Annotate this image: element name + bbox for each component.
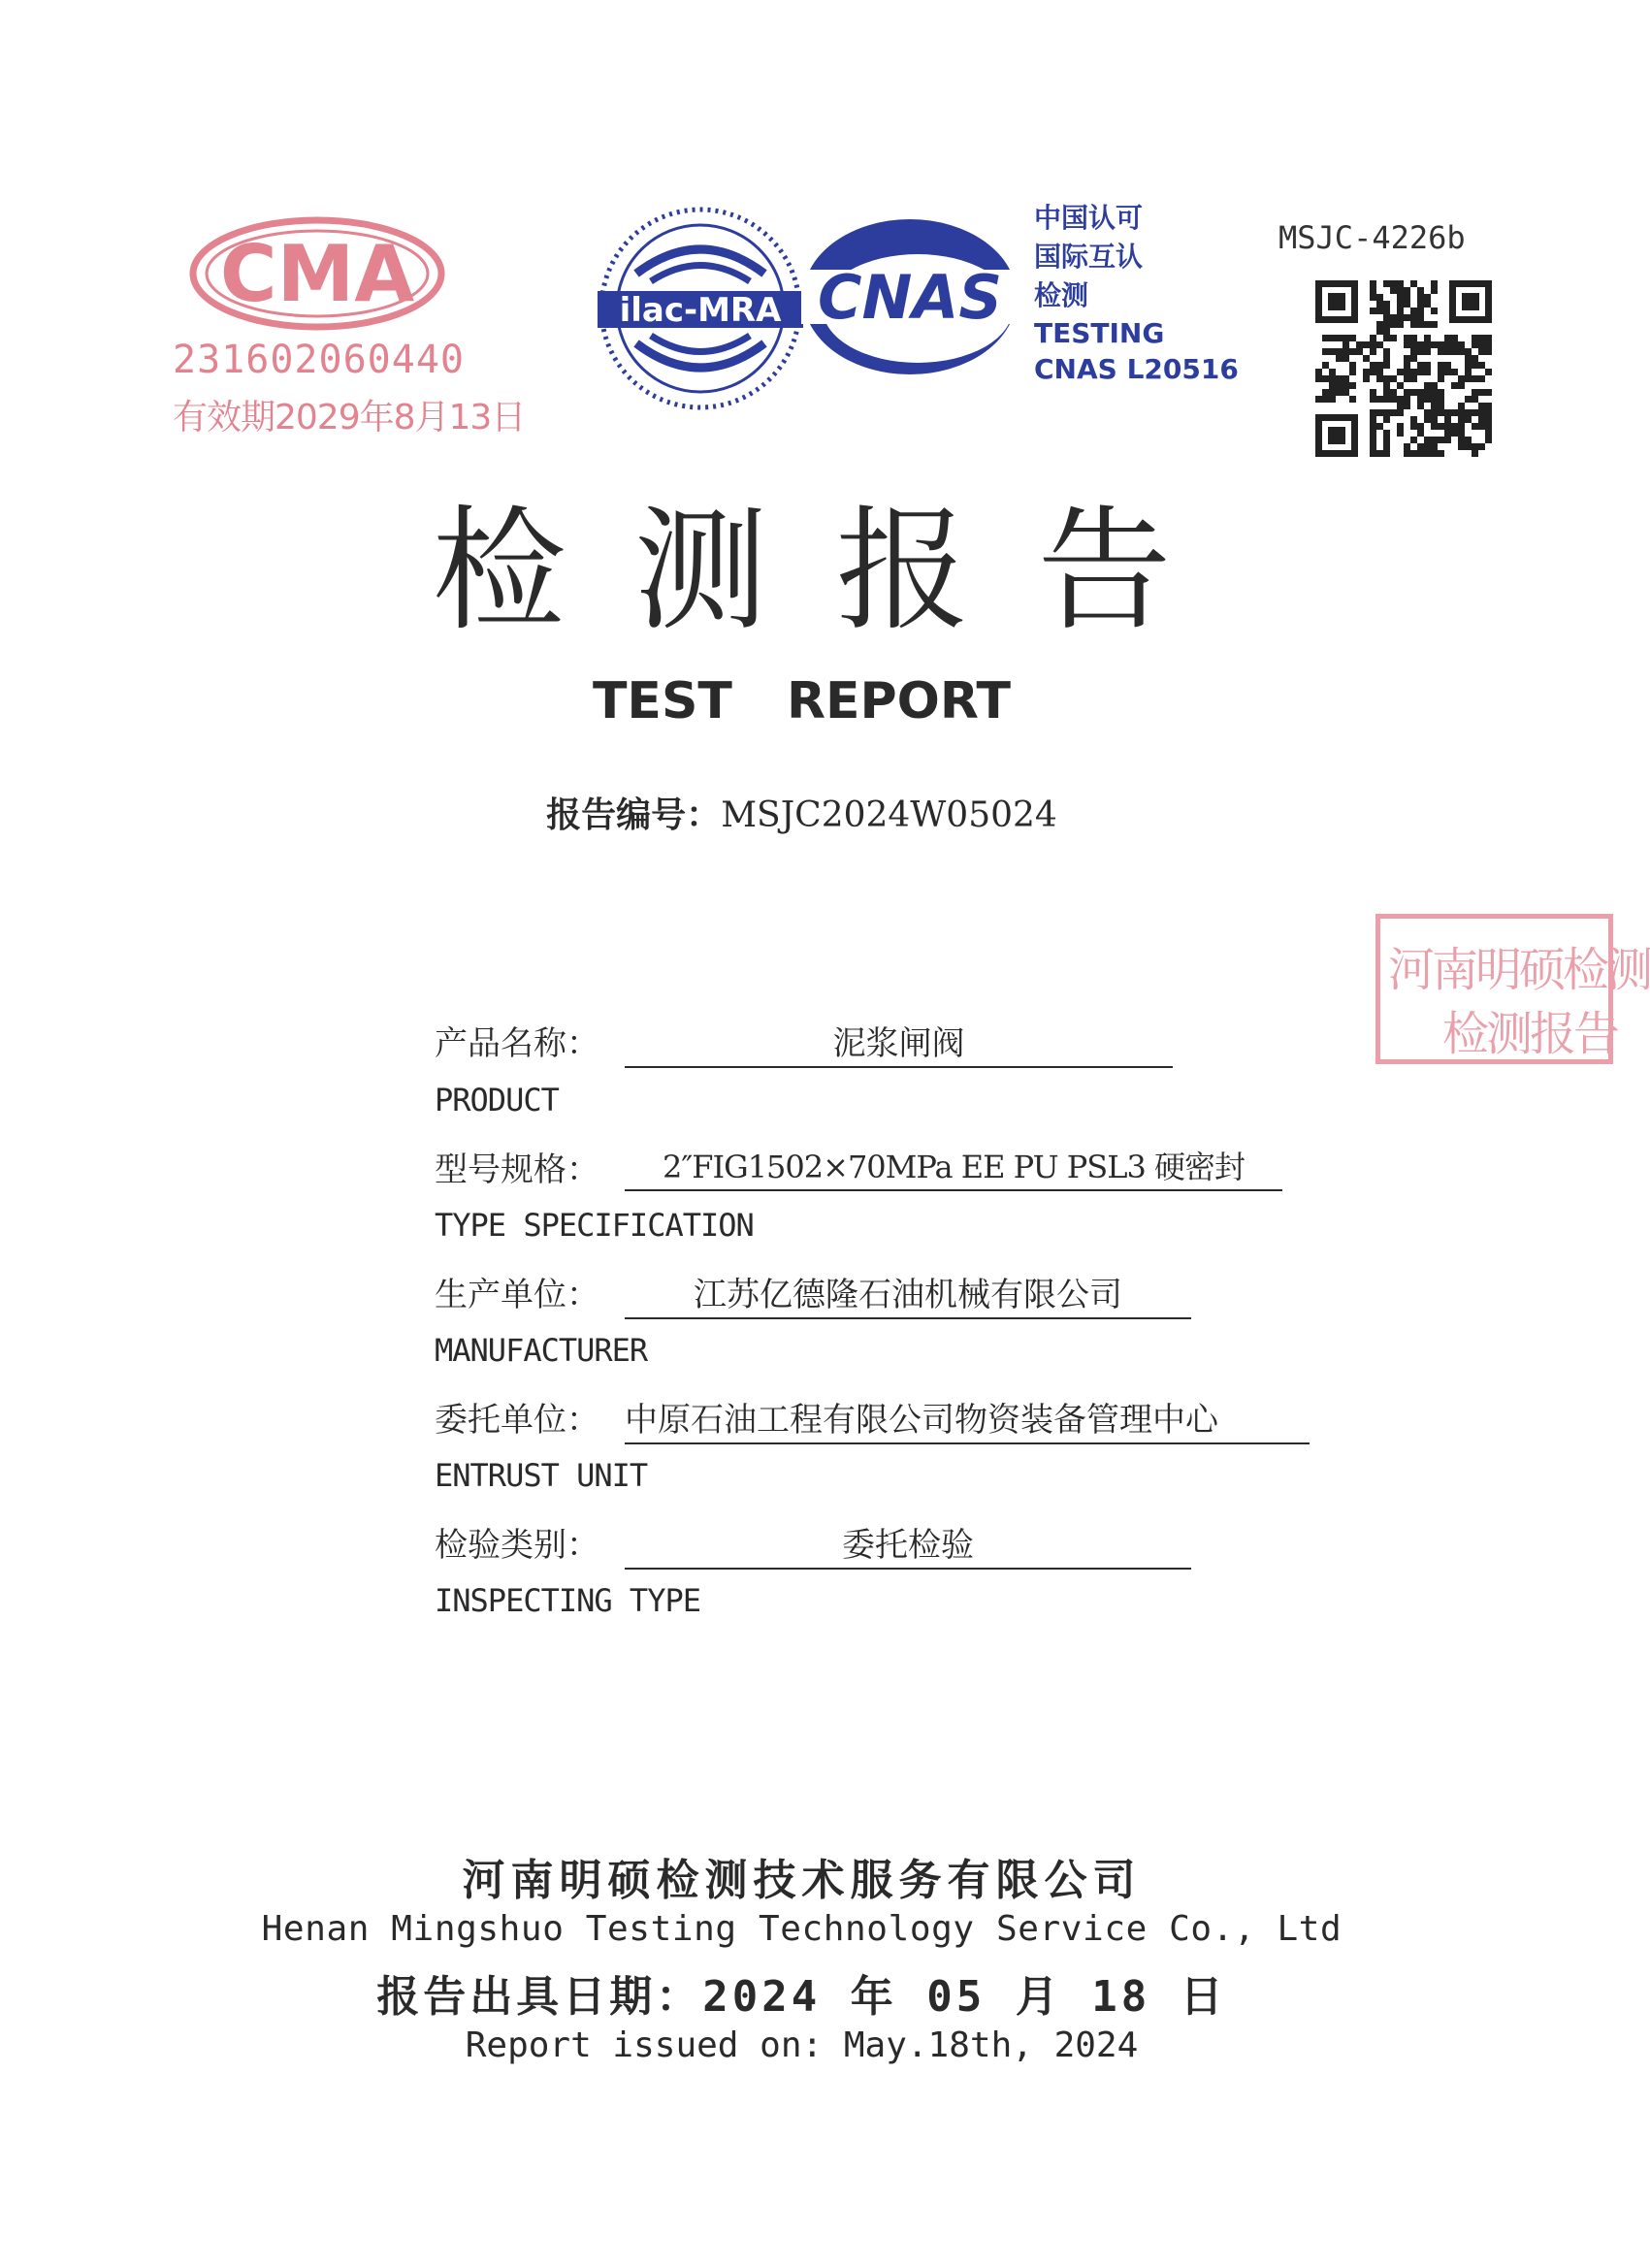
qr-code-icon bbox=[1311, 276, 1496, 461]
doc-code: MSJC-4226b bbox=[1278, 219, 1466, 256]
ilac-text: ilac-MRA bbox=[619, 291, 782, 330]
cnas-line-4: TESTING bbox=[1034, 317, 1165, 349]
product-label-cn: 产品名称： bbox=[435, 1024, 599, 1063]
inspecting-type-label-en: INSPECTING TYPE bbox=[435, 1582, 700, 1619]
type-spec-value: 2″FIG1502×70MPa EE PU PSL3 硬密封 bbox=[625, 1143, 1282, 1191]
company-name-cn: 河南明硕检测技术服务有限公司 bbox=[462, 1856, 1142, 1905]
company-name-en: Henan Mingshuo Testing Technology Service Co., Ltd bbox=[261, 1909, 1343, 1949]
inspecting-type-label-cn: 检验类别： bbox=[435, 1526, 599, 1565]
entrust-unit-label-en: ENTRUST UNIT bbox=[435, 1457, 648, 1494]
cnas-mark bbox=[801, 215, 1019, 378]
cnas-line-3: 检测 bbox=[1034, 279, 1089, 311]
manufacturer-label-cn: 生产单位： bbox=[435, 1276, 599, 1314]
entrust-unit-value: 中原石油工程有限公司物资装备管理中心 bbox=[625, 1393, 1310, 1444]
entrust-unit-label-cn: 委托单位： bbox=[435, 1401, 599, 1440]
cma-logo-text: CMA bbox=[219, 229, 415, 319]
issue-date-cn: 报告出具日期：2024 年 05 月 18 日 bbox=[376, 1972, 1227, 2022]
issue-date-en: Report issued on: May.18th, 2024 bbox=[465, 2025, 1139, 2065]
type-spec-label-cn: 型号规格： bbox=[435, 1150, 599, 1189]
cnas-line-5: CNAS L20516 bbox=[1034, 353, 1239, 385]
ilac-mra-mark bbox=[598, 206, 803, 411]
cnas-accreditation-text bbox=[1034, 199, 1239, 387]
cma-number: 231602060440 bbox=[173, 338, 465, 382]
inspecting-type-value: 委托检验 bbox=[625, 1518, 1191, 1570]
type-spec-label-en: TYPE SPECIFICATION bbox=[435, 1207, 754, 1244]
cnas-logo-text: CNAS bbox=[817, 262, 1003, 333]
side-stamp-line-2: 检测报告 bbox=[1442, 1007, 1618, 1061]
report-number-label: 报告编号： bbox=[546, 795, 722, 835]
cma-validity: 有效期2029年8月13日 bbox=[173, 398, 526, 437]
product-value: 泥浆闸阀 bbox=[625, 1017, 1173, 1068]
cnas-line-2: 国际互认 bbox=[1034, 241, 1144, 273]
cma-mark bbox=[189, 215, 446, 332]
side-stamp bbox=[1375, 914, 1650, 1064]
manufacturer-value: 江苏亿德隆石油机械有限公司 bbox=[625, 1268, 1191, 1319]
report-number bbox=[0, 788, 1603, 837]
cnas-line-1: 中国认可 bbox=[1034, 202, 1144, 234]
report-title-en: TEST REPORT bbox=[592, 672, 1012, 730]
manufacturer-label-en: MANUFACTURER bbox=[435, 1332, 648, 1369]
side-stamp-line-1: 河南明硕检测 bbox=[1388, 943, 1650, 997]
report-number-value: MSJC2024W05024 bbox=[721, 795, 1057, 835]
product-label-en: PRODUCT bbox=[435, 1082, 559, 1118]
report-title-cn: 检测报告 bbox=[432, 493, 1240, 649]
